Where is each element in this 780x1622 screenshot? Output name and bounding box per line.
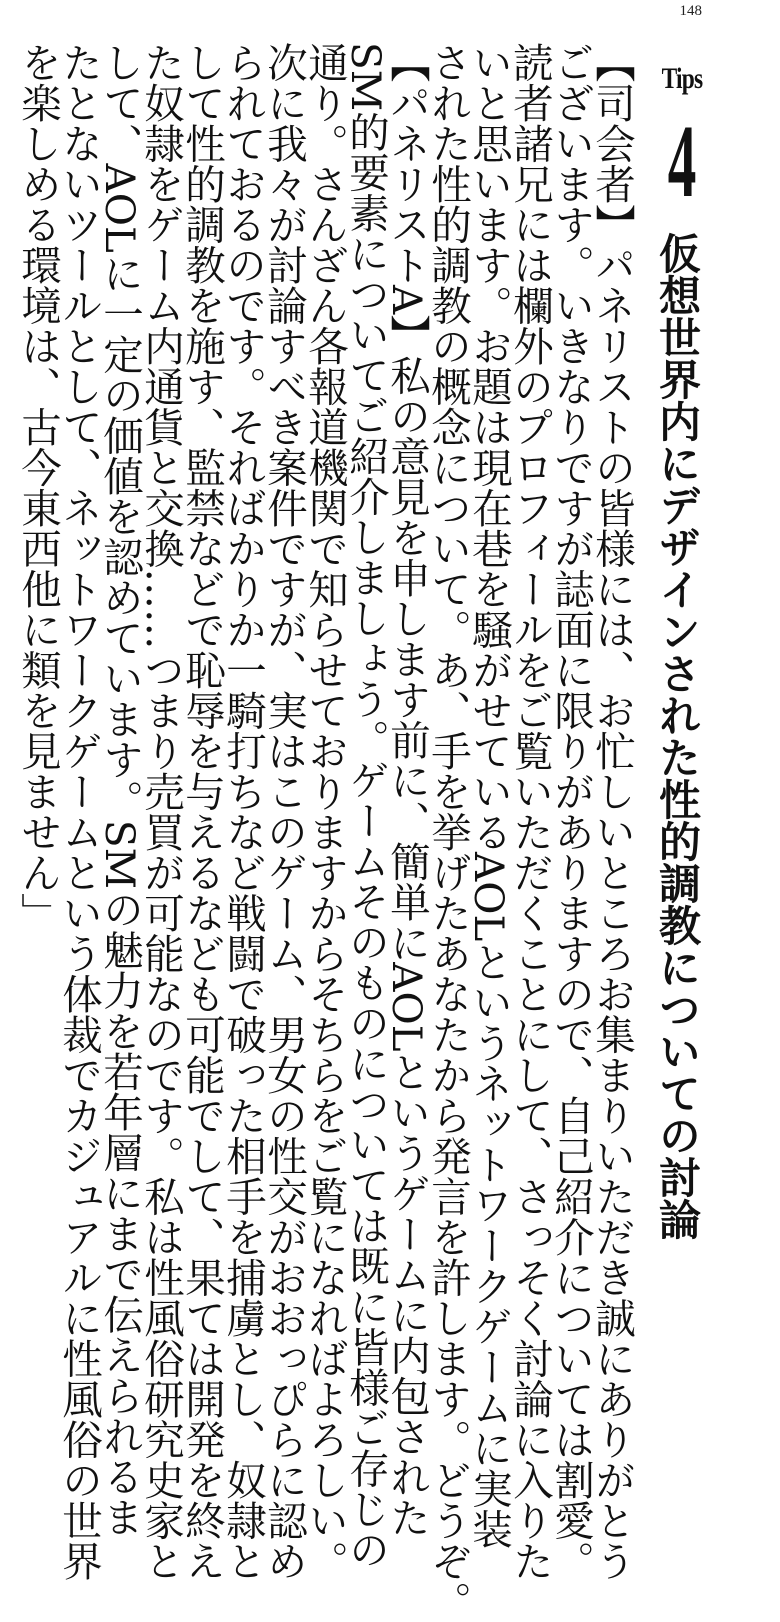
article-body [14, 42, 636, 1622]
tips-label: Tips [661, 62, 703, 95]
tips-number: 4 [667, 104, 697, 219]
panelist-a-paragraph: 【パネリストA】私の意見を申します前に、簡単にAOLというゲームに内包された SM的要素についてご紹介しましょう。ゲームそのものについては既に皆様ご存じの 通り。さんざん各報道機関で知らせておりますからそちらをご覧になればよろしい。 次に我々が討論すべき案件ですが、実はこのゲーム、男女の性交がおおっぴらに認め られておるのです。そればかりか一騎打ちなど戦闘で破った相手を捕虜とし、奴隷と して性的調教を施す、監禁などで恥辱を与えるなども可能でして、果ては開発を終え た奴隷をゲーム内通貨と交換……つまり売買が可能なのです。私は性風俗研究史家と して、AOLに一定の価値を認めています。SMの魅力を若年層にまで伝えられるま たとないツールとして、ネットワークゲームという体裁でカジュアルに性風俗の世界 を楽しめる環境は、古今東西他に類を見ません」 [14, 42, 431, 1581]
tips-heading [652, 62, 712, 222]
page-number: 148 [679, 3, 702, 19]
moderator-paragraph: 【司会者】パネリストの皆様には、お忙しいところお集まりいただき誠にありがとう ございます。いきなりですが誌面に限りがありますので、自己紹介については割愛。 読者諸兄には欄外のプロフィールをご覧いただくことにして、さっそく討論に入りた いと思います。お題は現在巷を騒がせているAOLというネットワークゲームに実装 された性的調教の概念について。あ、手を挙げたあなたから発言を許します。どうぞ。 [424, 42, 636, 1622]
section-headline: 仮想世界内にデザインされた性的調教についての討論 [653, 232, 702, 1240]
